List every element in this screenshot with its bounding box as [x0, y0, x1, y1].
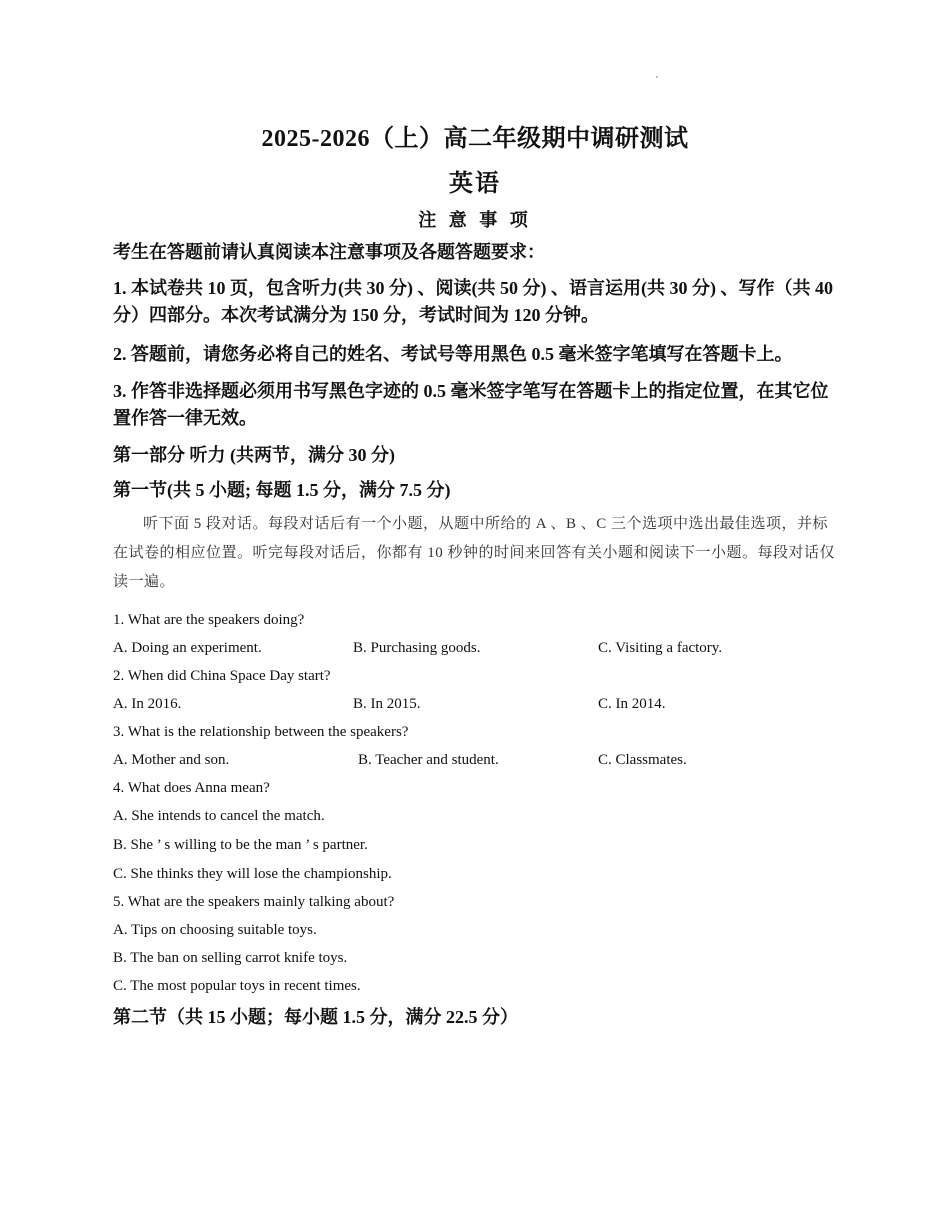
question-5-stem: 5. What are the speakers mainly talking about?: [113, 894, 395, 910]
question-3-option-b: B. Teacher and student.: [358, 752, 499, 768]
question-1-option-c: C. Visiting a factory.: [598, 640, 723, 656]
question-1-option-b: B. Purchasing goods.: [353, 640, 481, 656]
exam-title: 2025-2026（上）高二年级期中调研测试: [261, 126, 689, 152]
question-1-option-a: A. Doing an experiment.: [113, 640, 262, 656]
question-2-option-a: A. In 2016.: [113, 696, 182, 712]
notice-intro: 考生在答题前请认真阅读本注意事项及各题答题要求：: [113, 242, 545, 262]
notice-item-2: 2. 答题前，请您务必将自己的姓名、考试号等用黑色 0.5 毫米签字笔填写在答题卡上。: [113, 344, 793, 364]
section1-heading: 第一节(共 5 小题; 每题 1.5 分，满分 7.5 分): [113, 480, 451, 500]
part1-heading: 第一部分 听力 (共两节，满分 30 分): [113, 445, 395, 465]
question-2-option-b: B. In 2015.: [353, 696, 421, 712]
question-4-stem: 4. What does Anna mean?: [113, 780, 270, 796]
notice-item-3: 3. 作答非选择题必须用书写黑色字迹的 0.5 毫米签字笔写在答题卡上的指定位置，在其它位置作答一律无效。: [113, 381, 829, 428]
section1-instructions: 听下面 5 段对话。每段对话后有一个小题，从题中所给的 A 、B 、C 三个选项中选出最佳选项，并标在试卷的相应位置。听完每段对话后，你都有 10 秒钟的时间来回答有关小题和阅读下一小题。每段对话仅读一遍。: [113, 516, 836, 590]
question-4-option-c: C. She thinks they will lose the championship.: [113, 866, 392, 882]
question-5-option-a: A. Tips on choosing suitable toys.: [113, 922, 317, 938]
notice-item-1: 1. 本试卷共 10 页，包含听力(共 30 分) 、阅读(共 50 分) 、语言运用(共 30 分) 、写作（共 40 分）四部分。本次考试满分为 150 分，考试时间为 120 分钟。: [113, 278, 833, 325]
question-3-option-c: C. Classmates.: [598, 752, 687, 768]
subject-title: 英语: [449, 171, 501, 197]
section2-heading: 第二节（共 15 小题；每小题 1.5 分，满分 22.5 分）: [113, 1007, 518, 1027]
question-4-option-a: A. She intends to cancel the match.: [113, 808, 325, 824]
notice-heading: 注 意 事 项: [418, 210, 532, 230]
question-3-option-a: A. Mother and son.: [113, 752, 230, 768]
question-2-stem: 2. When did China Space Day start?: [113, 668, 331, 684]
question-3-stem: 3. What is the relationship between the speakers?: [113, 724, 409, 740]
question-1-stem: 1. What are the speakers doing?: [113, 612, 305, 628]
question-5-option-c: C. The most popular toys in recent times.: [113, 978, 361, 994]
scan-mark: [656, 76, 658, 78]
question-5-option-b: B. The ban on selling carrot knife toys.: [113, 950, 348, 966]
question-2-option-c: C. In 2014.: [598, 696, 666, 712]
question-4-option-b: B. She ’ s willing to be the man ’ s partner.: [113, 837, 368, 853]
